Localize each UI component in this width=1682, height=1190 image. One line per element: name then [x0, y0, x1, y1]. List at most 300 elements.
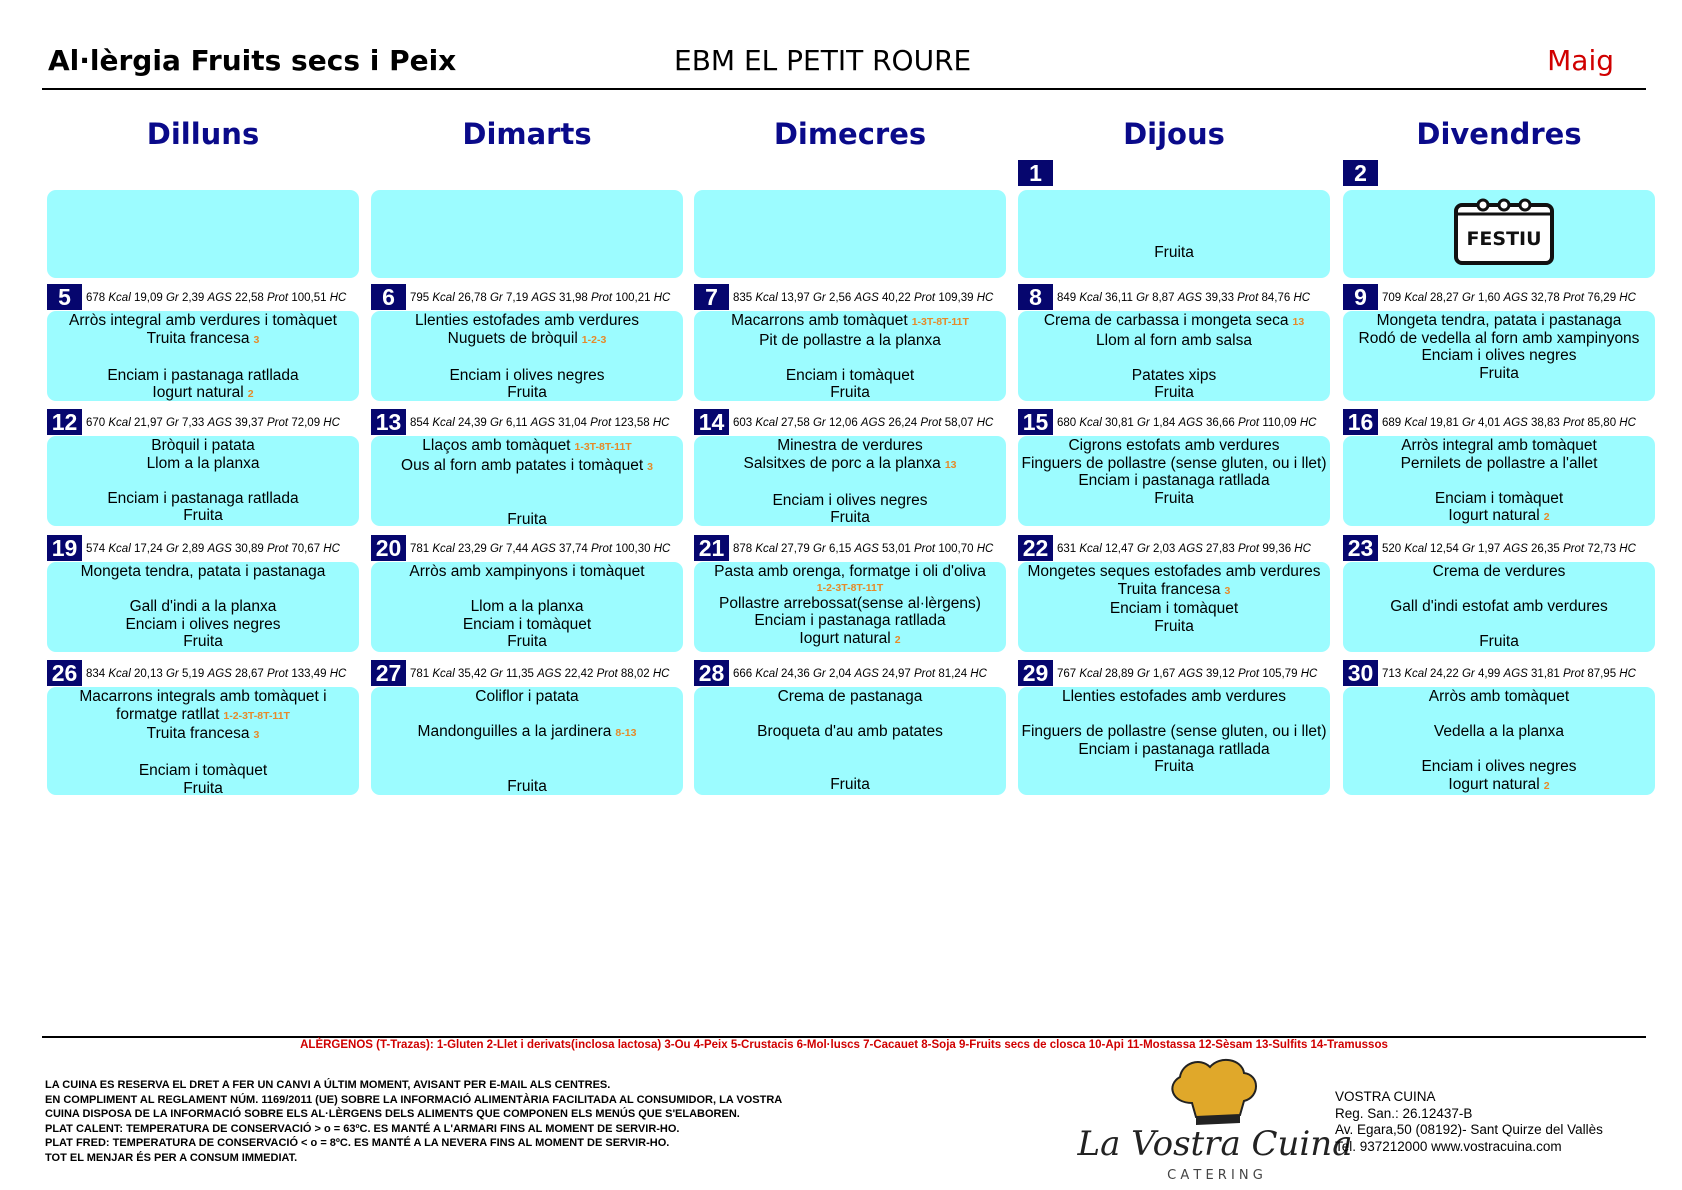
nutri-hc-value: 100,51 [291, 292, 327, 304]
menu-item [1018, 741, 1330, 759]
svg-text:C A T E R I N G: C A T E R I N G [1167, 1168, 1263, 1183]
menu-item [694, 437, 1006, 455]
nutri-kcal-value: 795 [410, 292, 430, 304]
nutrition-line [86, 666, 357, 682]
menu-item [47, 472, 359, 490]
nutri-hc-label: HC [653, 543, 671, 555]
nutri-kcal-label: Kcal [1404, 292, 1427, 304]
menu-item [1018, 191, 1330, 209]
day-number-badge: 26 [47, 660, 82, 686]
dish-name: Truita francesa [1117, 580, 1221, 598]
day-cell [1018, 284, 1330, 401]
menu-box [1018, 562, 1330, 652]
menu-item [1018, 437, 1330, 455]
day-cell [1018, 660, 1330, 795]
dish-name: Mongetes seques estofades amb verdures [1027, 563, 1321, 580]
menu-item [1018, 688, 1330, 706]
weekday-1: Dimarts [462, 117, 592, 151]
day-cell [1018, 160, 1330, 278]
nutri-gr-label: Gr [165, 543, 179, 555]
dish-name: Fruita [830, 509, 870, 527]
nutri-gr-label: Gr [812, 292, 826, 304]
menu-box [1343, 190, 1655, 278]
menu-item [47, 745, 359, 763]
dish-name: Enciam i olives negres [125, 615, 281, 633]
day-number-badge: 21 [694, 535, 729, 561]
nutri-ags-label: AGS [207, 668, 232, 680]
allergen-codes: 1-2-3T-8T-11T [223, 709, 290, 722]
dish-name: Enciam i olives negres [1421, 758, 1577, 776]
day-number-badge: 6 [371, 284, 406, 310]
nutrition-line [1382, 541, 1653, 557]
allergen-codes: 1-3T-8T-11T [911, 316, 969, 328]
dish-name: Enciam i pastanaga ratllada [107, 489, 299, 507]
footer-divider [42, 1036, 1646, 1038]
day-cell [371, 160, 683, 278]
menu-item [371, 349, 683, 367]
menu-item [694, 563, 1006, 595]
nutri-hc-label: HC [329, 292, 347, 304]
dish-name: Gall d'indi a la planxa [129, 598, 277, 616]
day-number-badge: 19 [47, 535, 82, 561]
nutri-ags-label: AGS [531, 543, 556, 555]
menu-item [47, 349, 359, 367]
nutri-kcal-value: 689 [1382, 417, 1402, 429]
nutri-kcal-value: 854 [410, 417, 430, 429]
dish-name: Crema de carbassa i mongeta seca [1043, 312, 1289, 329]
menu-item [694, 367, 1006, 385]
nutri-ags-value: 2,39 [181, 292, 205, 304]
nutri-ags-value: 4,01 [1477, 417, 1501, 429]
allergen-codes: 3 [647, 460, 653, 473]
menu-item [47, 367, 359, 385]
nutrition-line [733, 666, 1004, 682]
nutri-kcal-value: 666 [733, 668, 753, 680]
menu-item [1343, 563, 1655, 581]
dish-name: formatge ratllat [116, 705, 220, 723]
nutri-prot-value: 39,12 [1206, 668, 1235, 680]
menu-item [371, 616, 683, 634]
dish-name: Llaços amb tomàquet [422, 437, 571, 454]
nutri-gr-value: 24,22 [1429, 668, 1459, 680]
weekday-3: Dijous [1123, 117, 1225, 151]
day-cell [47, 535, 359, 652]
menu-box [1018, 311, 1330, 401]
menu-item [371, 778, 683, 796]
dish-name: Llom a la planxa [146, 454, 260, 472]
dish-name: Enciam i pastanaga ratllada [107, 366, 299, 384]
nutri-kcal-value: 670 [86, 417, 106, 429]
nutri-ags-label: AGS [1503, 543, 1528, 555]
menu-item [1343, 758, 1655, 776]
nutri-gr-value: 23,29 [457, 543, 487, 555]
menu-item [371, 511, 683, 529]
nutri-ags-value: 12,06 [828, 417, 858, 429]
nutri-kcal-label: Kcal [108, 417, 131, 429]
dish-name: Crema de verdures [1432, 563, 1566, 580]
legal-line: EN COMPLIMENT AL REGLAMENT NÚM. 1169/2011 (UE) SOBRE LA INFORMACIÓ ALIMENTÀRIA FACILITADA AL CONSUMIDOR, LA VOSTRA [45, 1093, 783, 1106]
dish-name: Enciam i pastanaga ratllada [1078, 740, 1270, 758]
dish-name: Truita francesa [146, 329, 250, 347]
dish-name: Enciam i olives negres [449, 366, 605, 384]
dish-name: Crema de pastanaga [777, 688, 923, 705]
nutri-prot-label: Prot [920, 417, 942, 429]
company-line: Reg. San.: 26.12437-B [1335, 1105, 1473, 1121]
dish-name: Fruita [183, 633, 223, 651]
allergen-codes: 2 [1543, 511, 1550, 524]
nutrition-line [1382, 415, 1653, 431]
nutri-kcal-value: 849 [1057, 292, 1077, 304]
legal-notice [45, 1078, 782, 1166]
day-number-badge: 2 [1343, 160, 1378, 186]
menu-item [1018, 563, 1330, 581]
nutri-hc-label: HC [323, 543, 340, 555]
menu-box [1018, 687, 1330, 795]
nutri-kcal-label: Kcal [1079, 543, 1102, 555]
nutri-kcal-label: Kcal [432, 543, 455, 555]
nutri-kcal-value: 781 [410, 543, 430, 555]
menu-item [1018, 367, 1330, 385]
dish-name: Enciam i pastanaga ratllada [754, 612, 946, 630]
day-cell [1018, 409, 1330, 526]
menu-box [1343, 311, 1655, 401]
menu-item [694, 706, 1006, 724]
nutri-gr-value: 19,81 [1429, 417, 1459, 429]
nutri-hc-value: 100,70 [938, 543, 974, 555]
nutri-gr-value: 24,36 [780, 668, 810, 680]
nutrition-line [86, 415, 357, 431]
nutri-hc-label: HC [1619, 668, 1636, 680]
allergen-codes: 3 [1224, 584, 1231, 597]
nutri-gr-label: Gr [165, 292, 179, 304]
dish-name: Iogurt natural [1448, 507, 1540, 525]
day-cell [694, 409, 1006, 526]
allergen-codes: 1-3T-8T-11T [574, 441, 632, 453]
menu-item [1018, 226, 1330, 244]
nutri-hc-label: HC [1619, 543, 1636, 555]
nutri-ags-value: 8,87 [1152, 292, 1175, 304]
menu-item [694, 509, 1006, 527]
menu-item [694, 312, 1006, 332]
day-cell [47, 284, 359, 401]
allergen-codes: 3 [253, 333, 260, 346]
nutri-kcal-value: 878 [733, 543, 753, 555]
allergen-legend: ALÈRGENOS (T-Trazas): 1-Gluten 2-Llet i derivats(inclosa lactosa) 3-Ou 4-Peix 5-Crustacis 6-Mol·luscs 7-Cacauet 8-Soja 9-Fruits secs de closca 10-Api 11-Mostassa 12-Sèsam 13-Sulfits 14-Tramussos [300, 1039, 1388, 1051]
nutri-kcal-label: Kcal [108, 668, 131, 680]
menu-item [371, 598, 683, 616]
nutri-prot-label: Prot [914, 668, 936, 680]
allergen-codes: 1-2-3T-8T-11T [816, 581, 884, 594]
nutri-ags-label: AGS [207, 417, 232, 429]
nutri-prot-value: 28,67 [235, 668, 264, 680]
dish-name: Cigrons estofats amb verdures [1068, 437, 1280, 454]
menu-box [47, 687, 359, 795]
menu-box [371, 311, 683, 401]
nutri-ags-label: AGS [1503, 292, 1528, 304]
nutrition-line [733, 290, 1004, 306]
nutri-hc-label: HC [1300, 668, 1318, 680]
menu-item [371, 384, 683, 402]
dish-name: Enciam i pastanaga ratllada [1078, 472, 1270, 490]
nutrition-line [1057, 541, 1328, 557]
nutri-hc-value: 110,09 [1262, 417, 1297, 429]
nutri-prot-value: 31,98 [559, 292, 588, 304]
nutri-ags-label: AGS [207, 292, 232, 304]
menu-item [1343, 490, 1655, 508]
nutri-kcal-label: Kcal [432, 668, 455, 680]
menu-item [1343, 330, 1655, 348]
page-title: Al·lèrgia Fruits secs i Peix [48, 44, 457, 77]
nutri-prot-label: Prot [1563, 417, 1585, 429]
day-cell [1343, 409, 1655, 526]
dish-name: Pit de pollastre a la planxa [759, 331, 941, 349]
nutri-gr-value: 28,89 [1104, 668, 1134, 680]
la-vostra-cuina-logo [1077, 1055, 1353, 1185]
nutri-gr-value: 17,24 [133, 543, 163, 555]
menu-item [371, 743, 683, 761]
nutri-gr-label: Gr [1461, 292, 1475, 304]
menu-item [1018, 723, 1330, 741]
nutri-gr-label: Gr [1136, 417, 1150, 429]
nutri-ags-label: AGS [1178, 543, 1203, 555]
nutri-ags-value: 6,11 [505, 417, 528, 429]
day-cell [694, 535, 1006, 652]
menu-item [47, 384, 359, 404]
dish-name: Nuguets de bròquil [447, 329, 578, 347]
menu-item [371, 760, 683, 778]
menu-box [47, 311, 359, 401]
nutri-gr-value: 24,39 [457, 417, 487, 429]
nutri-gr-label: Gr [812, 543, 826, 555]
nutri-prot-label: Prot [914, 543, 936, 555]
allergen-codes: 8-13 [615, 727, 637, 740]
day-cell [371, 409, 683, 529]
nutri-ags-label: AGS [530, 417, 555, 429]
dish-name: Arròs amb xampinyons i tomàquet [409, 563, 645, 580]
nutri-gr-value: 28,27 [1429, 292, 1459, 304]
nutri-prot-value: 32,78 [1531, 292, 1560, 304]
company-line: VOSTRA CUINA [1335, 1089, 1436, 1104]
menu-item [694, 741, 1006, 759]
nutri-hc-value: 109,39 [938, 292, 974, 304]
dish-name: Iogurt natural [799, 629, 891, 647]
nutri-kcal-label: Kcal [755, 668, 778, 680]
nutrition-line [1057, 666, 1328, 682]
nutri-ags-value: 7,19 [505, 292, 529, 304]
menu-item [47, 598, 359, 616]
dish-name: Enciam i olives negres [1421, 347, 1577, 365]
nutri-prot-label: Prot [1563, 543, 1585, 555]
nutri-hc-label: HC [970, 668, 987, 680]
nutri-gr-value: 12,47 [1104, 543, 1134, 555]
dish-name: Arròs integral amb tomàquet [1401, 437, 1597, 454]
menu-box [1018, 190, 1330, 278]
menu-box [371, 687, 683, 795]
dish-name: Arròs amb tomàquet [1428, 688, 1570, 705]
nutri-kcal-label: Kcal [432, 292, 455, 304]
nutri-ags-value: 6,15 [828, 543, 852, 555]
dish-name: Fruita [183, 779, 223, 797]
nutri-hc-value: 70,67 [291, 543, 321, 555]
menu-box [694, 687, 1006, 795]
nutri-prot-label: Prot [596, 668, 618, 680]
day-cell [371, 535, 683, 652]
allergen-codes: 13 [944, 458, 957, 471]
menu-item [694, 776, 1006, 794]
menu-item [371, 330, 683, 350]
legal-line: PLAT FRED: TEMPERATURA DE CONSERVACIÓ < o = 8ºC. ES MANTÉ A LA NEVERA FINS AL MOMENT DE SERVIR-HO. [45, 1137, 670, 1150]
nutri-kcal-value: 713 [1382, 668, 1402, 680]
dish-name: Llenties estofades amb verdures [1061, 688, 1287, 705]
menu-box [1018, 436, 1330, 526]
menu-item [1018, 600, 1330, 618]
allergen-codes: 3 [253, 729, 260, 742]
holiday-calendar-icon [1453, 196, 1555, 266]
menu-item [1018, 472, 1330, 490]
menu-item [1018, 581, 1330, 601]
menu-box [371, 190, 683, 278]
nutrition-line [410, 666, 681, 682]
nutri-hc-value: 133,49 [291, 668, 327, 680]
nutri-prot-value: 22,58 [235, 292, 264, 304]
menu-item [371, 581, 683, 599]
menu-item [1018, 455, 1330, 473]
day-number-badge: 5 [47, 284, 82, 310]
menu-item [1343, 616, 1655, 634]
nutri-gr-value: 27,58 [780, 417, 810, 429]
nutri-kcal-label: Kcal [1079, 417, 1102, 429]
menu-box [1343, 562, 1655, 652]
day-cell [47, 409, 359, 526]
menu-box [694, 190, 1006, 278]
school-name: EBM EL PETIT ROURE [674, 44, 972, 77]
nutri-kcal-value: 781 [410, 668, 430, 680]
weekday-0: Dilluns [146, 117, 260, 151]
legal-line: CUINA DISPOSA DE LA INFORMACIÓ SOBRE ELS AL·LÈRGENS DELS ALIMENTS QUE COMPONEN ELS MENÚS QUE S'ELABOREN. [45, 1108, 740, 1121]
nutri-prot-label: Prot [1238, 668, 1260, 680]
nutri-hc-label: HC [653, 292, 671, 304]
allergen-codes: 13 [1292, 316, 1305, 328]
dish-name: Fruita [1154, 489, 1194, 507]
menu-item [47, 633, 359, 651]
nutri-ags-value: 11,35 [505, 668, 534, 680]
menu-item [1018, 349, 1330, 367]
menu-item [694, 384, 1006, 402]
nutri-prot-value: 31,04 [558, 417, 587, 429]
nutri-ags-label: AGS [860, 417, 886, 429]
day-number-badge: 30 [1343, 660, 1378, 686]
menu-item [1343, 312, 1655, 330]
nutri-hc-label: HC [652, 417, 670, 429]
nutri-prot-label: Prot [1563, 668, 1585, 680]
menu-item [371, 494, 683, 512]
dish-name: Fruita [507, 511, 547, 529]
dish-name: Bròquil i patata [151, 437, 255, 454]
menu-item [47, 706, 359, 726]
nutri-ags-value: 1,67 [1152, 668, 1176, 680]
nutri-hc-value: 100,21 [615, 292, 651, 304]
dish-name: Pernilets de pollastre a l'allet [1400, 454, 1598, 472]
nutri-ags-value: 2,56 [828, 292, 852, 304]
dish-name: Pollastre arrebossat(sense al·lèrgens) [719, 594, 981, 612]
menu-box [694, 562, 1006, 652]
nutri-prot-value: 36,66 [1206, 417, 1235, 429]
day-cell [371, 660, 683, 795]
menu-item [1018, 490, 1330, 508]
day-cell [694, 160, 1006, 278]
day-number-badge: 20 [371, 535, 406, 561]
day-cell [47, 660, 359, 795]
nutrition-line [1057, 290, 1328, 306]
nutrition-line [1382, 666, 1653, 682]
nutri-gr-label: Gr [165, 668, 179, 680]
dish-name: Fruita [1154, 243, 1194, 261]
legal-line: LA CUINA ES RESERVA EL DRET A FER UN CANVI A ÚLTIM MOMENT, AVISANT PER E-MAIL ALS CENTRES. [45, 1079, 611, 1091]
dish-name: Coliflor i patata [475, 688, 579, 705]
menu-box [1343, 436, 1655, 526]
menu-item [694, 474, 1006, 492]
day-cell [1018, 535, 1330, 652]
day-cell [694, 284, 1006, 401]
menu-item [371, 367, 683, 385]
day-cell [1343, 660, 1655, 795]
nutri-kcal-label: Kcal [1079, 668, 1102, 680]
nutri-prot-label: Prot [1237, 292, 1259, 304]
nutri-hc-value: 87,95 [1587, 668, 1617, 680]
nutri-prot-label: Prot [591, 292, 613, 304]
nutri-ags-value: 2,03 [1152, 543, 1176, 555]
day-number-badge: 27 [371, 660, 406, 686]
allergen-codes: 2 [894, 633, 901, 646]
menu-item [47, 581, 359, 599]
nutri-ags-label: AGS [531, 292, 556, 304]
dish-name: Fruita [183, 507, 223, 525]
nutri-gr-label: Gr [489, 292, 503, 304]
allergen-codes: 2 [247, 388, 254, 401]
nutri-hc-value: 58,07 [944, 417, 974, 429]
nutrition-line [86, 290, 357, 306]
dish-name: Finguers de pollastre (sense gluten, ou i llet) [1021, 723, 1327, 741]
day-number-badge: 28 [694, 660, 729, 686]
nutri-hc-value: 81,24 [938, 668, 968, 680]
nutri-gr-value: 36,11 [1104, 292, 1133, 304]
nutri-kcal-label: Kcal [755, 417, 778, 429]
nutri-hc-label: HC [1619, 417, 1636, 429]
allergen-codes: 2 [1543, 779, 1550, 792]
nutri-gr-value: 30,81 [1104, 417, 1134, 429]
dish-name: Enciam i tomàquet [785, 366, 915, 384]
weekday-2: Dimecres [773, 117, 927, 151]
legal-line: TOT EL MENJAR ÉS PER A CONSUM IMMEDIAT. [45, 1151, 298, 1164]
menu-item [47, 455, 359, 473]
nutri-prot-value: 40,22 [882, 292, 911, 304]
day-number-badge: 22 [1018, 535, 1053, 561]
nutri-hc-value: 72,73 [1587, 543, 1617, 555]
menu-item [1343, 507, 1655, 527]
nutri-prot-label: Prot [1563, 292, 1585, 304]
nutri-hc-label: HC [976, 292, 994, 304]
nutri-prot-label: Prot [591, 543, 613, 555]
nutri-hc-label: HC [323, 417, 340, 429]
nutri-hc-label: HC [976, 543, 994, 555]
nutri-gr-label: Gr [1136, 668, 1150, 680]
menu-item [1018, 332, 1330, 350]
dish-name: Macarrons amb tomàquet [731, 312, 908, 329]
nutri-hc-label: HC [329, 668, 347, 680]
nutri-prot-value: 22,42 [564, 668, 594, 680]
menu-box [47, 436, 359, 526]
dish-name: Enciam i tomàquet [1109, 600, 1239, 618]
